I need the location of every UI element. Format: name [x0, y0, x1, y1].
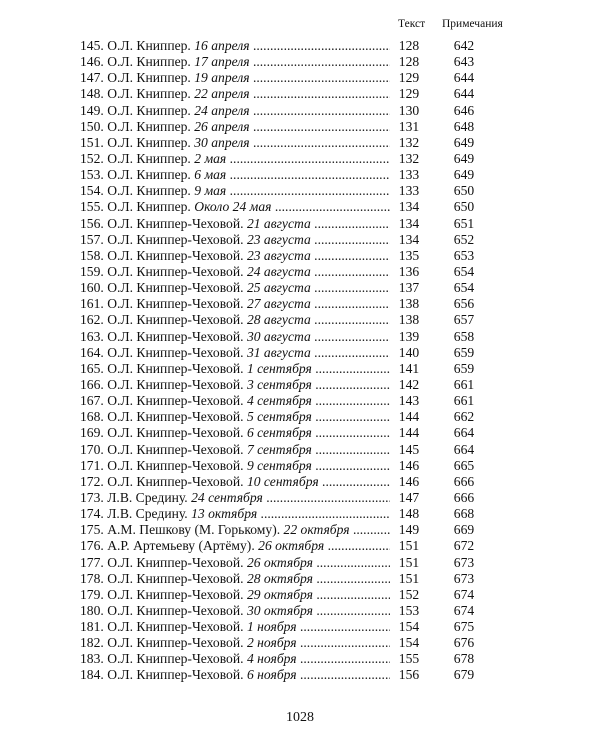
- entry-title: [80, 216, 390, 232]
- entry-title: [80, 442, 390, 458]
- entry-date: 24 августа: [246, 263, 311, 279]
- entry-date: 1 ноября: [246, 619, 297, 635]
- entry-title: [80, 409, 390, 425]
- entry-title: [80, 119, 390, 135]
- entry-number: 182.: [80, 635, 104, 651]
- entry-recipient: О.Л. Книппер-Чеховой.: [107, 651, 244, 667]
- entry-recipient: О.Л. Книппер-Чеховой.: [107, 280, 244, 296]
- entry-title: [80, 393, 390, 409]
- entry-title: [80, 571, 390, 587]
- entry-recipient: О.Л. Книппер.: [107, 167, 191, 183]
- entry-number: 153.: [80, 167, 104, 183]
- entry-date: 26 октября: [246, 554, 313, 570]
- toc-entry: [0, 522, 600, 538]
- entry-date: 24 сентября: [191, 489, 263, 505]
- text-page-number: 129: [398, 86, 420, 102]
- entry-number: 184.: [80, 667, 104, 683]
- text-page-number: 134: [398, 215, 420, 231]
- entry-title: [80, 490, 390, 506]
- entry-title: [80, 296, 390, 312]
- notes-page-number: 676: [453, 635, 475, 651]
- text-page-number: 134: [398, 199, 420, 215]
- toc-entry: [0, 119, 600, 135]
- entry-title: [80, 167, 390, 183]
- entry-recipient: О.Л. Книппер-Чеховой.: [107, 231, 244, 247]
- entry-title: [80, 70, 390, 86]
- entry-number: 179.: [80, 586, 104, 602]
- text-page-number: 132: [398, 134, 420, 150]
- text-page-number: 145: [398, 441, 420, 457]
- toc-entry: [0, 86, 600, 102]
- notes-page-number: 666: [453, 473, 475, 489]
- entry-number: 181.: [80, 619, 104, 635]
- entry-recipient: О.Л. Книппер-Чеховой.: [107, 312, 244, 328]
- text-page-number: 143: [398, 393, 420, 409]
- entry-recipient: О.Л. Книппер.: [107, 86, 191, 102]
- entry-recipient: О.Л. Книппер.: [107, 199, 191, 215]
- entry-date: 28 августа: [246, 312, 311, 328]
- entry-number: 151.: [80, 134, 104, 150]
- entry-date: 1 сентября: [246, 360, 312, 376]
- entry-date: 6 мая: [194, 167, 227, 183]
- entry-number: 149.: [80, 102, 104, 118]
- entry-recipient: О.Л. Книппер-Чеховой.: [107, 360, 244, 376]
- entry-number: 175.: [80, 522, 104, 538]
- text-page-number: 128: [398, 54, 420, 70]
- entry-title: [80, 635, 390, 651]
- toc-entry: [0, 651, 600, 667]
- text-page-number: 141: [398, 360, 420, 376]
- entry-number: 156.: [80, 215, 104, 231]
- column-header-text: Текст: [398, 18, 426, 30]
- entry-number: 159.: [80, 263, 104, 279]
- notes-page-number: 649: [453, 134, 475, 150]
- entry-number: 154.: [80, 183, 104, 199]
- toc-entry: [0, 312, 600, 328]
- entry-recipient: О.Л. Книппер-Чеховой.: [107, 263, 244, 279]
- entry-recipient: О.Л. Книппер-Чеховой.: [107, 441, 244, 457]
- notes-page-number: 659: [453, 344, 475, 360]
- entry-recipient: О.Л. Книппер-Чеховой.: [107, 409, 244, 425]
- entry-date: 17 апреля: [194, 54, 250, 70]
- entry-number: 164.: [80, 344, 104, 360]
- text-page-number: 131: [398, 118, 420, 134]
- entry-title: [80, 151, 390, 167]
- entry-recipient: О.Л. Книппер-Чеховой.: [107, 473, 244, 489]
- text-page-number: 154: [398, 619, 420, 635]
- text-page-number: 142: [398, 376, 420, 392]
- toc-entry: [0, 151, 600, 167]
- toc-entry: [0, 538, 600, 554]
- entry-recipient: О.Л. Книппер.: [107, 183, 191, 199]
- entry-number: 157.: [80, 231, 104, 247]
- entry-number: 173.: [80, 489, 104, 505]
- entry-date: 2 мая: [194, 150, 227, 166]
- text-page-number: 136: [398, 263, 420, 279]
- notes-page-number: 648: [453, 118, 475, 134]
- text-page-number: 156: [398, 667, 420, 683]
- text-page-number: 151: [398, 554, 420, 570]
- notes-page-number: 646: [453, 102, 475, 118]
- entry-date: Около 24 мая: [194, 199, 272, 215]
- entry-recipient: О.Л. Книппер.: [107, 150, 191, 166]
- toc-entry: [0, 474, 600, 490]
- entry-date: 23 августа: [246, 247, 311, 263]
- entry-recipient: О.Л. Книппер.: [107, 118, 191, 134]
- entry-date: 5 сентября: [246, 409, 312, 425]
- text-page-number: 146: [398, 457, 420, 473]
- text-page-number: 129: [398, 70, 420, 86]
- entry-date: 26 октября: [258, 538, 325, 554]
- toc-entry: [0, 361, 600, 377]
- text-page-number: 130: [398, 102, 420, 118]
- entry-date: 22 апреля: [194, 86, 250, 102]
- entry-title: [80, 38, 390, 54]
- entry-title: [80, 361, 390, 377]
- entry-recipient: А.Р. Артемьеву (Артёму).: [107, 538, 255, 554]
- entry-title: [80, 103, 390, 119]
- text-page-number: 140: [398, 344, 420, 360]
- toc-entry: [0, 38, 600, 54]
- toc-entry: [0, 103, 600, 119]
- entry-number: 168.: [80, 409, 104, 425]
- entry-recipient: О.Л. Книппер.: [107, 102, 191, 118]
- toc-entry: [0, 70, 600, 86]
- toc-entry: [0, 345, 600, 361]
- entry-date: 30 октября: [246, 602, 313, 618]
- notes-page-number: 679: [453, 667, 475, 683]
- notes-page-number: 649: [453, 150, 475, 166]
- toc-entry: [0, 377, 600, 393]
- entry-recipient: О.Л. Книппер-Чеховой.: [107, 586, 244, 602]
- entry-number: 171.: [80, 457, 104, 473]
- toc-entry: [0, 54, 600, 70]
- entry-recipient: О.Л. Книппер-Чеховой.: [107, 425, 244, 441]
- toc-entry: [0, 506, 600, 522]
- entry-number: 165.: [80, 360, 104, 376]
- notes-page-number: 672: [453, 538, 475, 554]
- entry-recipient: О.Л. Книппер-Чеховой.: [107, 667, 244, 683]
- text-page-number: 153: [398, 602, 420, 618]
- toc-entry: [0, 296, 600, 312]
- text-page-number: 144: [398, 409, 420, 425]
- entry-date: 6 сентября: [246, 425, 312, 441]
- text-page-number: 138: [398, 312, 420, 328]
- entry-date: 19 апреля: [194, 70, 250, 86]
- entry-number: 178.: [80, 570, 104, 586]
- entry-title: [80, 329, 390, 345]
- toc-entry: [0, 458, 600, 474]
- entry-recipient: О.Л. Книппер-Чеховой.: [107, 635, 244, 651]
- toc-entry: [0, 555, 600, 571]
- entry-date: 30 апреля: [194, 134, 250, 150]
- entry-date: 13 октября: [191, 506, 258, 522]
- entry-recipient: О.Л. Книппер-Чеховой.: [107, 328, 244, 344]
- text-page-number: 151: [398, 538, 420, 554]
- entry-title: [80, 312, 390, 328]
- notes-page-number: 665: [453, 457, 475, 473]
- toc-entry: [0, 409, 600, 425]
- text-page-number: 133: [398, 183, 420, 199]
- entry-title: [80, 135, 390, 151]
- notes-page-number: 661: [453, 376, 475, 392]
- toc-entry: [0, 199, 600, 215]
- notes-page-number: 669: [453, 522, 475, 538]
- text-page-number: 144: [398, 425, 420, 441]
- toc-entry: [0, 619, 600, 635]
- entry-date: 31 августа: [246, 344, 311, 360]
- entry-number: 180.: [80, 602, 104, 618]
- entry-number: 176.: [80, 538, 104, 554]
- entry-date: 9 мая: [194, 183, 227, 199]
- entry-number: 148.: [80, 86, 104, 102]
- notes-page-number: 673: [453, 554, 475, 570]
- entry-number: 183.: [80, 651, 104, 667]
- entry-title: [80, 538, 390, 554]
- toc-entry: [0, 167, 600, 183]
- text-page-number: 151: [398, 570, 420, 586]
- notes-page-number: 674: [453, 586, 475, 602]
- notes-page-number: 675: [453, 619, 475, 635]
- notes-page-number: 657: [453, 312, 475, 328]
- notes-page-number: 643: [453, 54, 475, 70]
- toc-entry: [0, 442, 600, 458]
- toc-entry: [0, 264, 600, 280]
- entry-number: 172.: [80, 473, 104, 489]
- text-page-number: 134: [398, 231, 420, 247]
- entry-recipient: Л.В. Средину.: [107, 506, 188, 522]
- text-page-number: 133: [398, 167, 420, 183]
- notes-page-number: 642: [453, 38, 475, 53]
- text-page-number: 132: [398, 150, 420, 166]
- entry-number: 147.: [80, 70, 104, 86]
- text-page-number: 137: [398, 280, 420, 296]
- notes-page-number: 673: [453, 570, 475, 586]
- entry-recipient: А.М. Пешкову (М. Горькому).: [107, 522, 281, 538]
- notes-page-number: 678: [453, 651, 475, 667]
- toc-entry: [0, 425, 600, 441]
- entry-number: 146.: [80, 54, 104, 70]
- toc-entry: [0, 280, 600, 296]
- notes-page-number: 674: [453, 602, 475, 618]
- entry-recipient: О.Л. Книппер-Чеховой.: [107, 393, 244, 409]
- entry-title: [80, 587, 390, 603]
- entry-number: 169.: [80, 425, 104, 441]
- entry-number: 167.: [80, 393, 104, 409]
- toc-entry: [0, 183, 600, 199]
- toc-entry: [0, 635, 600, 651]
- entry-title: [80, 199, 390, 215]
- entry-date: 29 октября: [246, 586, 313, 602]
- text-page-number: 147: [398, 489, 420, 505]
- notes-page-number: 650: [453, 199, 475, 215]
- table-of-contents: [0, 38, 600, 684]
- toc-entry: [0, 329, 600, 345]
- entry-date: 4 ноября: [246, 651, 297, 667]
- entry-number: 152.: [80, 150, 104, 166]
- entry-title: [80, 619, 390, 635]
- entry-recipient: О.Л. Книппер-Чеховой.: [107, 457, 244, 473]
- entry-recipient: О.Л. Книппер.: [107, 134, 191, 150]
- entry-title: [80, 183, 390, 199]
- entry-date: 24 апреля: [194, 102, 250, 118]
- text-page-number: 128: [398, 38, 420, 53]
- text-page-number: 138: [398, 296, 420, 312]
- entry-title: [80, 248, 390, 264]
- entry-recipient: О.Л. Книппер.: [107, 54, 191, 70]
- entry-title: [80, 474, 390, 490]
- entry-number: 163.: [80, 328, 104, 344]
- entry-title: [80, 86, 390, 102]
- toc-entry: [0, 216, 600, 232]
- entry-title: [80, 280, 390, 296]
- notes-page-number: 659: [453, 360, 475, 376]
- entry-number: 177.: [80, 554, 104, 570]
- toc-entry: [0, 667, 600, 683]
- entry-date: 2 ноября: [246, 635, 297, 651]
- text-page-number: 139: [398, 328, 420, 344]
- entry-date: 6 ноября: [246, 667, 297, 683]
- entry-number: 170.: [80, 441, 104, 457]
- notes-page-number: 666: [453, 489, 475, 505]
- toc-entry: [0, 393, 600, 409]
- text-page-number: 146: [398, 473, 420, 489]
- entry-date: 3 сентября: [246, 376, 312, 392]
- entry-number: 158.: [80, 247, 104, 263]
- toc-entry: [0, 248, 600, 264]
- notes-page-number: 658: [453, 328, 475, 344]
- entry-title: [80, 345, 390, 361]
- text-page-number: 148: [398, 506, 420, 522]
- text-page-number: 152: [398, 586, 420, 602]
- entry-recipient: Л.В. Средину.: [107, 489, 188, 505]
- notes-page-number: 650: [453, 183, 475, 199]
- entry-date: 21 августа: [246, 215, 311, 231]
- entry-date: 27 августа: [246, 296, 311, 312]
- entry-date: 22 октября: [283, 522, 350, 538]
- entry-recipient: О.Л. Книппер-Чеховой.: [107, 344, 244, 360]
- entry-recipient: О.Л. Книппер.: [107, 38, 191, 53]
- entry-title: [80, 506, 390, 522]
- entry-recipient: О.Л. Книппер.: [107, 70, 191, 86]
- entry-recipient: О.Л. Книппер-Чеховой.: [107, 215, 244, 231]
- entry-date: 9 сентября: [246, 457, 312, 473]
- entry-title: [80, 54, 390, 70]
- notes-page-number: 654: [453, 263, 475, 279]
- notes-page-number: 649: [453, 167, 475, 183]
- entry-number: 155.: [80, 199, 104, 215]
- entry-date: 7 сентября: [246, 441, 312, 457]
- entry-date: 28 октября: [246, 570, 313, 586]
- entry-recipient: О.Л. Книппер-Чеховой.: [107, 619, 244, 635]
- entry-recipient: О.Л. Книппер-Чеховой.: [107, 602, 244, 618]
- page-number: 1028: [286, 710, 314, 725]
- toc-entry: [0, 603, 600, 619]
- entry-recipient: О.Л. Книппер-Чеховой.: [107, 570, 244, 586]
- entry-date: 25 августа: [246, 280, 311, 296]
- entry-recipient: О.Л. Книппер-Чеховой.: [107, 296, 244, 312]
- entry-number: 162.: [80, 312, 104, 328]
- entry-number: 160.: [80, 280, 104, 296]
- toc-entry: [0, 571, 600, 587]
- entry-title: [80, 603, 390, 619]
- entry-title: [80, 425, 390, 441]
- toc-entry: [0, 587, 600, 603]
- toc-entry: [0, 490, 600, 506]
- entry-date: 26 апреля: [194, 118, 250, 134]
- entry-date: 4 сентября: [246, 393, 312, 409]
- entry-date: 10 сентября: [246, 473, 319, 489]
- notes-page-number: 652: [453, 231, 475, 247]
- entry-title: [80, 555, 390, 571]
- notes-page-number: 664: [453, 425, 475, 441]
- entry-number: 145.: [80, 38, 104, 53]
- text-page-number: 155: [398, 651, 420, 667]
- notes-page-number: 656: [453, 296, 475, 312]
- notes-page-number: 664: [453, 441, 475, 457]
- entry-recipient: О.Л. Книппер-Чеховой.: [107, 554, 244, 570]
- toc-entry: [0, 135, 600, 151]
- entry-recipient: О.Л. Книппер-Чеховой.: [107, 247, 244, 263]
- entry-number: 174.: [80, 506, 104, 522]
- column-header-notes: Примечания: [442, 18, 503, 30]
- entry-date: 16 апреля: [194, 38, 250, 53]
- text-page-number: 135: [398, 247, 420, 263]
- notes-page-number: 644: [453, 86, 475, 102]
- notes-page-number: 662: [453, 409, 475, 425]
- entry-number: 161.: [80, 296, 104, 312]
- entry-number: 150.: [80, 118, 104, 134]
- entry-date: 23 августа: [246, 231, 311, 247]
- notes-page-number: 668: [453, 506, 475, 522]
- toc-entry: [0, 232, 600, 248]
- entry-title: [80, 264, 390, 280]
- entry-title: [80, 232, 390, 248]
- entry-title: [80, 377, 390, 393]
- notes-page-number: 661: [453, 393, 475, 409]
- entry-recipient: О.Л. Книппер-Чеховой.: [107, 376, 244, 392]
- entry-date: 30 августа: [246, 328, 311, 344]
- text-page-number: 149: [398, 522, 420, 538]
- notes-page-number: 644: [453, 70, 475, 86]
- entry-number: 166.: [80, 376, 104, 392]
- notes-page-number: 651: [453, 215, 475, 231]
- entry-title: [80, 458, 390, 474]
- notes-page-number: 653: [453, 247, 475, 263]
- entry-title: [80, 667, 390, 683]
- entry-title: [80, 651, 390, 667]
- entry-title: [80, 522, 390, 538]
- notes-page-number: 654: [453, 280, 475, 296]
- text-page-number: 154: [398, 635, 420, 651]
